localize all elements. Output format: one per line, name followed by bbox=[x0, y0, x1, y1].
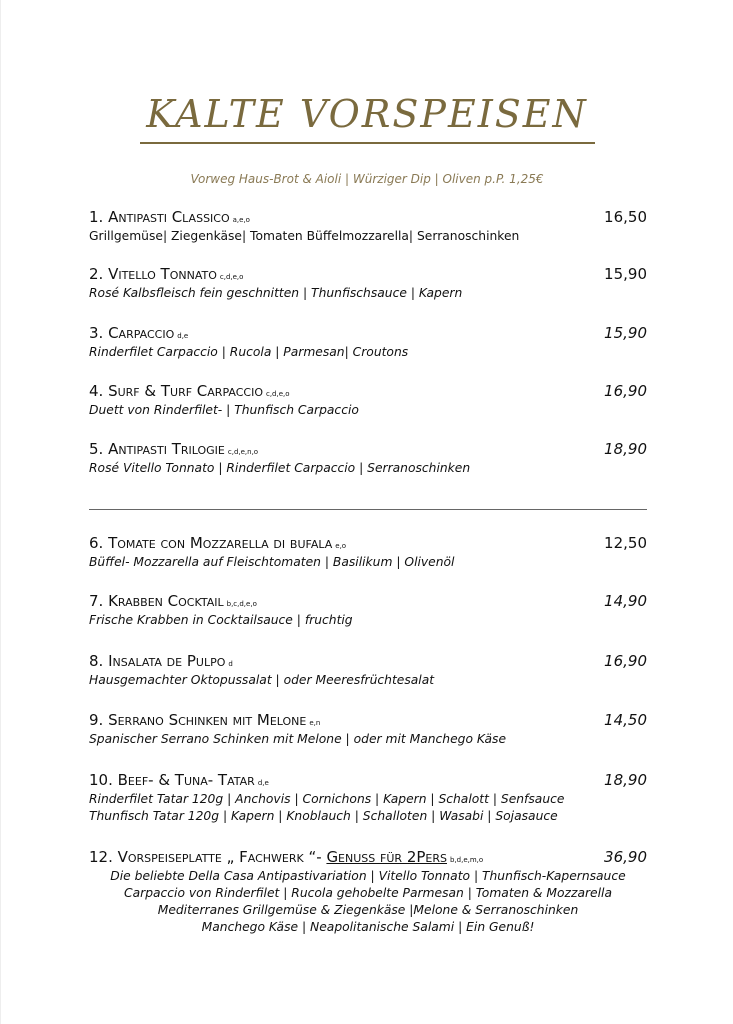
item-heading bbox=[89, 265, 647, 285]
item-name: 2. Vitello Tonnato bbox=[89, 265, 217, 283]
item-heading bbox=[89, 848, 647, 868]
menu-item bbox=[89, 711, 647, 748]
item-description: Rosé Kalbsfleisch fein geschnitten | Thunfischsauce | Kapern bbox=[89, 286, 463, 300]
item-allergens: c,d,e,o bbox=[265, 390, 290, 398]
item-highlight: Genuß für 2Pers bbox=[326, 848, 447, 866]
item-heading bbox=[89, 208, 647, 228]
menu-item bbox=[89, 324, 647, 361]
item-heading bbox=[89, 652, 647, 672]
item-description: Die beliebte Della Casa Antipastivariation | Vitello Tonnato | Thunfisch-Kapernsauce bbox=[110, 869, 626, 883]
item-price: 16,90 bbox=[604, 652, 647, 670]
menu-item bbox=[89, 592, 647, 629]
item-description: Rinderfilet Tatar 120g | Anchovis | Cornichons | Kapern | Schalott | Senfsauce bbox=[89, 792, 565, 806]
title-underline bbox=[140, 142, 595, 144]
menu-item bbox=[89, 652, 647, 689]
item-description: Mediterranes Grillgemüse & Ziegenkäse |Melone & Serranoschinken bbox=[157, 903, 579, 917]
item-allergens: b,c,d,e,o bbox=[226, 600, 257, 608]
item-allergens: d bbox=[228, 660, 233, 668]
item-description: Carpaccio von Rinderfilet | Rucola gehobelte Parmesan | Tomaten & Mozzarella bbox=[124, 886, 612, 900]
menu-item bbox=[89, 208, 647, 245]
item-price: 18,90 bbox=[604, 440, 647, 458]
item-name: 10. Beef- & Tuna- Tatar bbox=[89, 771, 255, 789]
item-price: 12,50 bbox=[604, 534, 647, 552]
item-price: 15,90 bbox=[604, 324, 647, 342]
item-description: Frische Krabben in Cocktailsauce | fruchtig bbox=[89, 613, 353, 627]
item-description: Spanischer Serrano Schinken mit Melone | oder mit Manchego Käse bbox=[89, 732, 507, 746]
item-description: Rinderfilet Carpaccio | Rucola | Parmesan| Croutons bbox=[89, 345, 409, 359]
item-allergens: b,d,e,m,o bbox=[449, 856, 484, 864]
item-price: 18,90 bbox=[604, 771, 647, 789]
item-description: Manchego Käse | Neapolitanische Salami | Ein Genuß! bbox=[201, 920, 535, 934]
item-description: Büffel- Mozzarella auf Fleischtomaten | Basilikum | Olivenöl bbox=[89, 555, 455, 569]
item-name: 4. Surf & Turf Carpaccio bbox=[89, 382, 263, 400]
item-price: 14,50 bbox=[604, 711, 647, 729]
item-allergens: e,o bbox=[335, 542, 347, 550]
item-description: Rosé Vitello Tonnato | Rinderfilet Carpaccio | Serranoschinken bbox=[89, 461, 471, 475]
menu-item bbox=[89, 382, 647, 419]
item-description: Thunfisch Tatar 120g | Kapern | Knoblauch | Schalloten | Wasabi | Sojasauce bbox=[89, 809, 558, 823]
item-description: Grillgemüse| Ziegenkäse| Tomaten Büffelmozzarella| Serranoschinken bbox=[89, 229, 520, 243]
item-name: 6. Tomate con Mozzarella di bufala bbox=[89, 534, 333, 552]
item-heading bbox=[89, 382, 647, 402]
item-heading bbox=[89, 771, 647, 791]
item-heading bbox=[89, 440, 647, 460]
item-heading bbox=[89, 592, 647, 612]
item-name: 8. Insalata de Pulpo bbox=[89, 652, 226, 670]
item-heading bbox=[89, 534, 647, 554]
item-heading bbox=[89, 324, 647, 344]
item-name: 7. Krabben Cocktail bbox=[89, 592, 224, 610]
item-price: 16,50 bbox=[604, 208, 647, 226]
item-allergens: d,e bbox=[177, 332, 189, 340]
item-price: 15,90 bbox=[604, 265, 647, 283]
item-name: 1. Antipasti Classico bbox=[89, 208, 230, 226]
item-name: 5. Antipasti Trilogie bbox=[89, 440, 225, 458]
menu-item bbox=[89, 534, 647, 571]
item-name: 9. Serrano Schinken mit Melone bbox=[89, 711, 307, 729]
item-name: 3. Carpaccio bbox=[89, 324, 175, 342]
item-name: 12. Vorspeiseplatte „ Fachwerk “- bbox=[89, 848, 327, 866]
item-allergens: c,d,e,n,o bbox=[227, 448, 259, 456]
menu-item bbox=[89, 771, 647, 825]
item-allergens: a,e,o bbox=[232, 216, 250, 224]
item-description: Hausgemachter Oktopussalat | oder Meeresfrüchtesalat bbox=[89, 673, 435, 687]
item-price: 16,90 bbox=[604, 382, 647, 400]
menu-item bbox=[89, 440, 647, 477]
page-title: KALTE VORSPEISEN bbox=[146, 92, 588, 136]
item-heading bbox=[89, 711, 647, 731]
intro-text: Vorweg Haus-Brot & Aioli | Würziger Dip | Oliven p.P. 1,25€ bbox=[190, 172, 544, 186]
item-allergens: d,e bbox=[257, 779, 269, 787]
divider bbox=[89, 509, 647, 510]
item-allergens: e,n bbox=[309, 719, 321, 727]
item-price: 36,90 bbox=[604, 848, 647, 866]
item-price: 14,90 bbox=[604, 592, 647, 610]
item-allergens: c,d,e,o bbox=[219, 273, 244, 281]
item-description: Duett von Rinderfilet- | Thunfisch Carpaccio bbox=[89, 403, 359, 417]
menu-item bbox=[89, 848, 647, 936]
menu-item bbox=[89, 265, 647, 302]
